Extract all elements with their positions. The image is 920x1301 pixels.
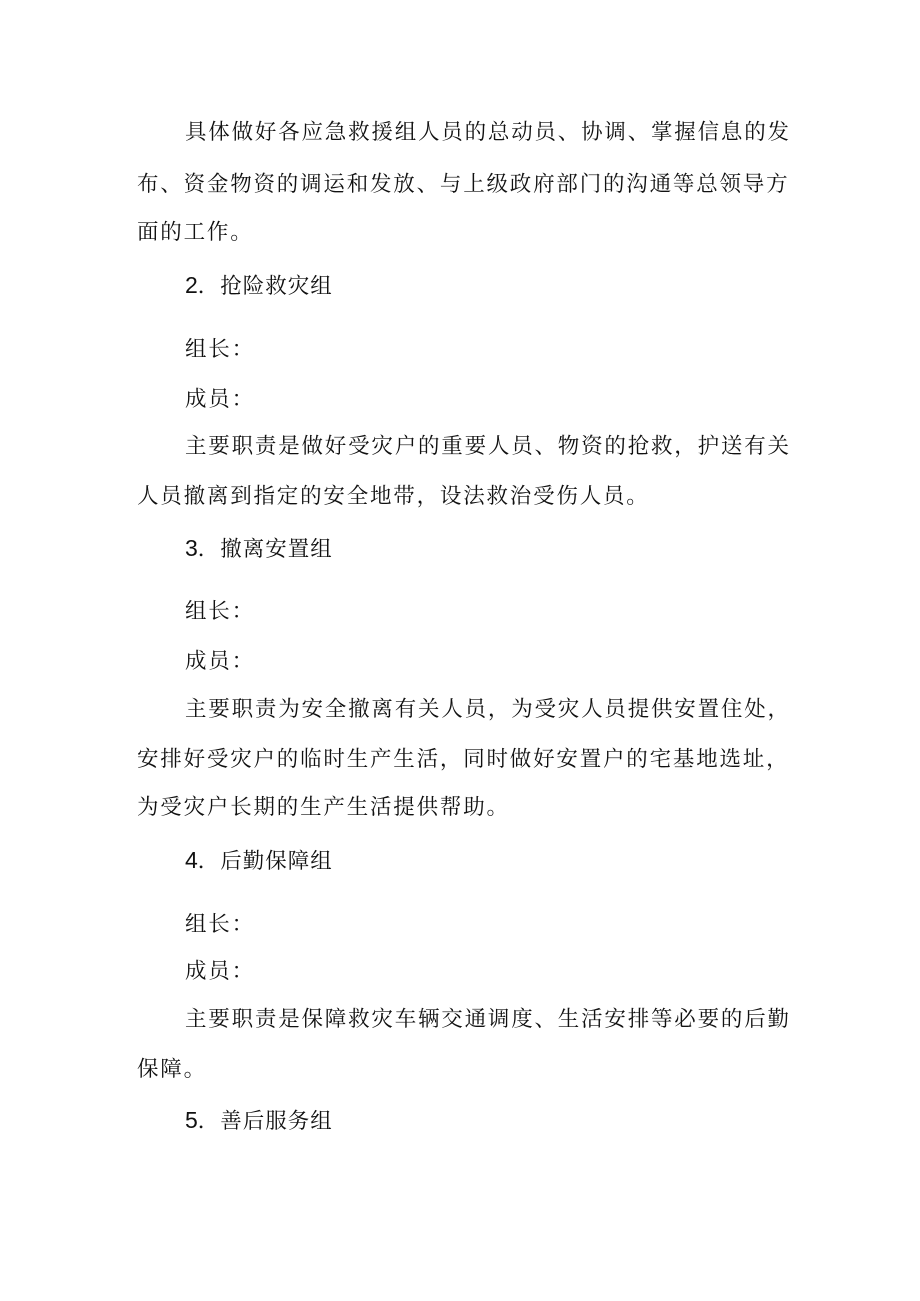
members-label: 成员： [185, 959, 255, 984]
members-label: 成员： [185, 387, 255, 412]
duty-line: 主要职责是保障救灾车辆交通调度、生活安排等必要的后勤 [185, 1007, 791, 1032]
section-heading-2 [185, 272, 333, 300]
leader-label: 组长： [185, 912, 255, 937]
paragraph-line: 具体做好各应急救援组人员的总动员、协调、掌握信息的发 [185, 120, 791, 145]
duty-line: 主要职责为安全撤离有关人员，为受灾人员提供安置住处， [185, 697, 791, 722]
paragraph-line: 面的工作。 [137, 220, 254, 245]
duty-line: 主要职责是做好受灾户的重要人员、物资的抢救，护送有关 [185, 434, 791, 459]
duty-line: 人员撤离到指定的安全地带，设法救治受伤人员。 [137, 484, 650, 509]
members-label: 成员： [185, 649, 255, 674]
section-heading-4 [185, 847, 333, 875]
section-heading-5 [185, 1107, 333, 1135]
leader-label: 组长： [185, 337, 255, 362]
duty-line: 安排好受灾户的临时生产生活，同时做好安置户的宅基地选址， [137, 747, 790, 772]
section-title: ．撤离安置组 [197, 537, 333, 562]
section-number: 3 [185, 535, 198, 561]
duty-line: 为受灾户长期的生产生活提供帮助。 [137, 795, 510, 820]
section-number: 5 [185, 1107, 198, 1133]
section-heading-3 [185, 535, 333, 563]
section-number: 4 [185, 847, 198, 873]
section-title: ．后勤保障组 [197, 849, 333, 874]
leader-label: 组长： [185, 599, 255, 624]
section-number: 2 [185, 272, 198, 298]
section-title: ．善后服务组 [197, 1109, 333, 1134]
paragraph-line: 布、资金物资的调运和发放、与上级政府部门的沟通等总领导方 [137, 172, 790, 197]
section-title: ．抢险救灾组 [197, 274, 333, 299]
duty-line: 保障。 [137, 1057, 207, 1082]
